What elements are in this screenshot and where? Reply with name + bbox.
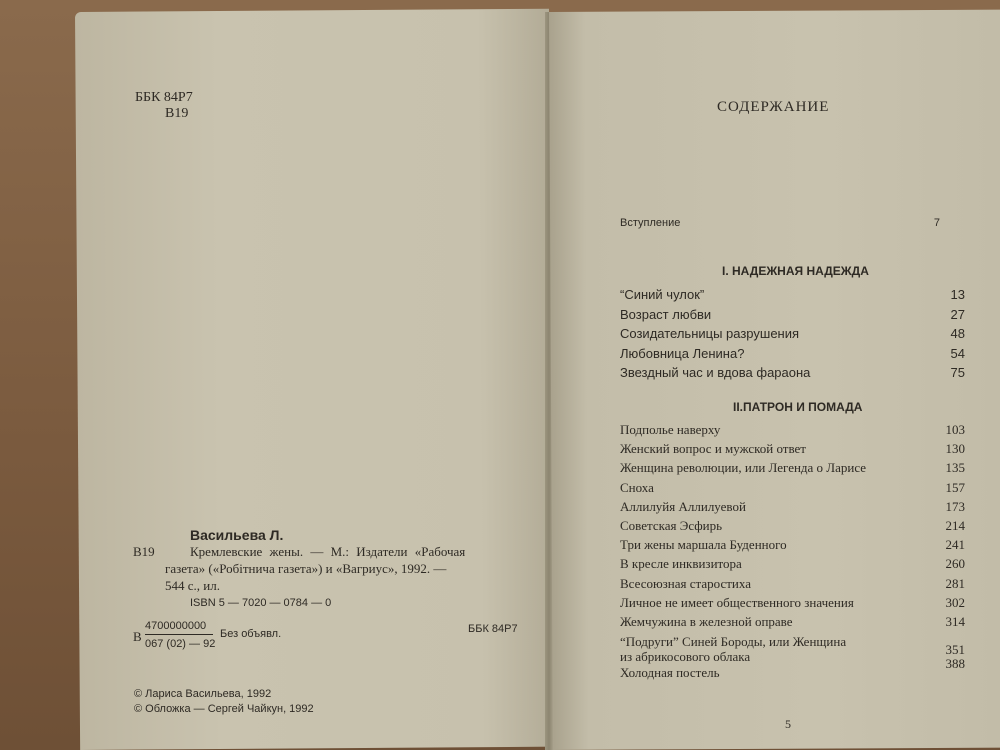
toc-item-title: В кресле инквизитора <box>620 556 742 572</box>
toc-item-page: 48 <box>950 326 965 341</box>
toc-item-title: Любовница Ленина? <box>620 345 745 361</box>
toc-item-page: 214 <box>945 518 965 533</box>
toc-item-page: 13 <box>950 287 965 302</box>
toc-item <box>620 346 965 364</box>
toc-item <box>620 460 965 478</box>
toc-item <box>620 614 965 632</box>
bbk-code-right: ББК 84Р7 <box>468 623 518 635</box>
toc-item-title: Личное не имеет общественного значения <box>620 594 854 610</box>
toc-item-page: 314 <box>945 614 965 629</box>
toc-item-title: Жемчужина в железной оправе <box>620 614 793 629</box>
toc-item-title: Всесоюзная старостиха <box>620 575 751 591</box>
toc-item-page: 351 <box>945 642 965 657</box>
toc-item-page: 130 <box>945 441 965 457</box>
toc-item-title: Подполье наверху <box>620 422 721 437</box>
catalog-line-1: Кремлевские жены. — М.: Издатели «Рабочая <box>190 544 466 559</box>
toc-item <box>620 576 965 594</box>
toc-item-multiline <box>620 634 965 668</box>
toc-item <box>620 537 965 555</box>
bbk-code: ББК 84Р7 <box>135 90 193 105</box>
toc-item-title: Холодная постель <box>620 665 720 680</box>
copyright-cover: © Обложка — Сергей Чайкун, 1992 <box>134 703 314 715</box>
toc-item <box>620 499 965 517</box>
toc-item-title: Женский вопрос и мужской ответ <box>620 441 806 457</box>
toc-item-page: 75 <box>950 365 965 380</box>
author-index: В19 <box>165 106 189 121</box>
toc-item-title: Сноха <box>620 479 654 495</box>
section-1-heading: I. НАДЕЖНАЯ НАДЕЖДА <box>722 264 869 278</box>
toc-item <box>620 480 965 498</box>
toc-item-page: 7 <box>933 217 940 229</box>
toc-item <box>620 326 965 344</box>
toc-item-page: 173 <box>945 498 965 514</box>
toc-item-page: 135 <box>945 460 965 476</box>
toc-item-title: Звездный час и вдова фараона <box>620 365 811 380</box>
catalog-line-2: газета» («Робітнича газета») и «Вагриус», 1992. — <box>165 561 447 576</box>
toc-item-title: Вступление <box>620 217 681 229</box>
toc-item <box>620 595 965 613</box>
toc-item-title-line-1: “Подруги” Синей Бороды, или Женщина <box>620 634 847 649</box>
toc-item <box>620 422 965 440</box>
catalog-author: Васильева Л. <box>190 527 284 543</box>
catalog-index: В19 <box>133 544 155 559</box>
toc-item <box>620 365 965 383</box>
toc-item <box>620 307 965 325</box>
toc-item <box>620 441 965 459</box>
toc-intro <box>620 217 965 235</box>
fraction-denominator: 067 (02) — 92 <box>145 638 216 650</box>
fraction-prefix: В <box>133 629 142 644</box>
toc-item-title: Созидательницы разрушения <box>620 326 800 341</box>
toc-item-title: Советская Эсфирь <box>620 518 723 533</box>
fraction-numerator: 4700000000 <box>145 620 207 632</box>
section-2-heading: II.ПАТРОН И ПОМАДА <box>733 400 863 414</box>
toc-item-title: Три жены маршала Буденного <box>620 537 787 553</box>
toc-item-title: “Синий чулок” <box>620 287 705 302</box>
toc-item-page: 54 <box>950 345 965 361</box>
toc-item <box>620 518 965 536</box>
toc-item <box>620 556 965 574</box>
isbn: ISBN 5 — 7020 — 0784 — 0 <box>190 597 332 609</box>
catalog-line-3: 544 с., ил. <box>165 578 220 593</box>
toc-item-page: 281 <box>945 575 965 591</box>
toc-item-page: 103 <box>945 422 965 437</box>
no-announcement-note: Без объявл. <box>220 628 282 640</box>
toc-item-title: Возраст любви <box>620 306 712 322</box>
toc-item-page: 388 <box>945 656 965 671</box>
toc-item-page: 241 <box>945 537 965 553</box>
toc-item-page: 27 <box>950 306 965 322</box>
toc-item-title-line-2: из абрикосового облака <box>620 649 751 664</box>
toc-item <box>620 287 965 305</box>
toc-item-title: Женщина революции, или Легенда о Ларисе <box>620 460 867 476</box>
toc-item-title: Аллилуйя Аллилуевой <box>620 498 746 514</box>
toc-item-page: 302 <box>945 594 965 610</box>
page-number: 5 <box>785 717 791 731</box>
copyright-author: © Лариса Васильева, 1992 <box>134 688 272 700</box>
toc-item-page: 260 <box>945 556 965 572</box>
toc-item-page: 157 <box>945 479 965 495</box>
fraction-line <box>145 634 213 635</box>
toc-title: СОДЕРЖАНИЕ <box>717 99 830 115</box>
